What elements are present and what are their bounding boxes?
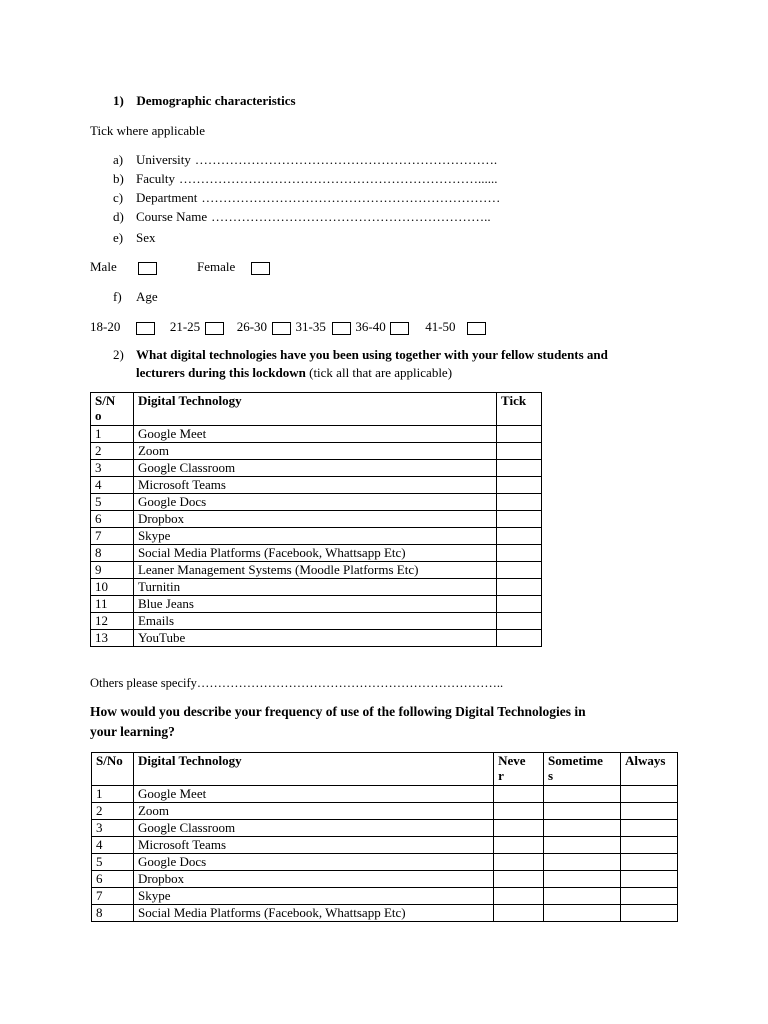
digital-technologies-table: [90, 392, 542, 647]
row-never-cell[interactable]: [494, 786, 544, 803]
table-row: [92, 820, 678, 837]
row-technology: Google Docs: [133, 854, 493, 871]
section3-question-line2: your learning?: [90, 724, 175, 739]
row-never-cell[interactable]: [494, 888, 544, 905]
demographic-item: [113, 230, 156, 246]
age-18-20-checkbox[interactable]: [136, 322, 155, 335]
section2-question-normal: (tick all that are applicable): [305, 365, 453, 380]
female-checkbox[interactable]: [251, 262, 270, 275]
table1-header-sno: [91, 393, 134, 426]
row-number: 4: [91, 477, 134, 494]
age-item: [113, 289, 158, 305]
age-41-50-checkbox[interactable]: [467, 322, 486, 335]
item-label: [136, 209, 491, 225]
item-letter: e): [113, 230, 124, 245]
item-letter: c): [113, 190, 124, 205]
section1-number: 1): [113, 93, 124, 108]
row-number: 13: [91, 630, 134, 647]
row-never-cell[interactable]: [494, 820, 544, 837]
table-row: [91, 562, 542, 579]
row-tick-cell[interactable]: [497, 426, 542, 443]
age-options: [90, 319, 486, 335]
table2-header-sno: S/No: [92, 753, 134, 786]
row-always-cell[interactable]: [620, 871, 677, 888]
row-always-cell[interactable]: [620, 786, 677, 803]
age-letter: f): [113, 289, 122, 304]
male-label: Male: [90, 259, 117, 274]
table-row: [92, 871, 678, 888]
row-tick-cell[interactable]: [497, 596, 542, 613]
row-technology: Zoom: [133, 443, 496, 460]
row-technology: Google Classroom: [133, 460, 496, 477]
section1-title: Demographic characteristics: [136, 93, 296, 108]
others-specify: Others please specify………………………………………………………………..: [90, 676, 504, 690]
demographic-item: [113, 190, 501, 206]
table-row: [91, 494, 542, 511]
age-31-35-checkbox[interactable]: [332, 322, 351, 335]
row-number: 3: [92, 820, 134, 837]
row-sometimes-cell[interactable]: [544, 888, 621, 905]
row-never-cell[interactable]: [494, 871, 544, 888]
row-tick-cell[interactable]: [497, 579, 542, 596]
section2-number: 2): [113, 347, 124, 362]
row-technology: Skype: [133, 528, 496, 545]
row-technology: Google Meet: [133, 786, 493, 803]
row-technology: Zoom: [133, 803, 493, 820]
row-sometimes-cell[interactable]: [544, 820, 621, 837]
male-checkbox[interactable]: [138, 262, 157, 275]
age-21-25-checkbox[interactable]: [205, 322, 224, 335]
row-technology: YouTube: [133, 630, 496, 647]
row-sometimes-cell[interactable]: [544, 786, 621, 803]
row-tick-cell[interactable]: [497, 477, 542, 494]
row-technology: Google Meet: [133, 426, 496, 443]
row-number: 6: [91, 511, 134, 528]
row-sometimes-cell[interactable]: [544, 837, 621, 854]
demographic-item: [113, 171, 498, 187]
row-number: 2: [91, 443, 134, 460]
item-label-text: Course Name: [136, 209, 208, 224]
table2-header-never-text: Neve r: [498, 753, 526, 783]
row-number: 1: [92, 786, 134, 803]
demographic-item: [113, 209, 491, 225]
demographic-item: [113, 152, 498, 168]
row-tick-cell[interactable]: [497, 613, 542, 630]
table-row: [92, 905, 678, 922]
row-technology: Emails: [133, 613, 496, 630]
sex-option-male[interactable]: [90, 259, 157, 275]
row-technology: Turnitin: [133, 579, 496, 596]
item-letter: b): [113, 171, 124, 186]
section2-question-line2: [136, 365, 452, 381]
item-label-text: University: [136, 152, 191, 167]
row-tick-cell[interactable]: [497, 545, 542, 562]
row-always-cell[interactable]: [620, 803, 677, 820]
item-fill-dots[interactable]: ……………………………………………………………......: [179, 171, 498, 186]
item-label: [136, 190, 500, 206]
item-fill-dots[interactable]: ………………………………………………………..: [211, 209, 491, 224]
row-number: 5: [91, 494, 134, 511]
row-tick-cell[interactable]: [497, 443, 542, 460]
age-label: Age: [136, 289, 158, 304]
row-number: 12: [91, 613, 134, 630]
table-row: [91, 511, 542, 528]
age-36-40-checkbox[interactable]: [390, 322, 409, 335]
table1-header-row: [91, 393, 542, 426]
table1-header-technology: Digital Technology: [133, 393, 496, 426]
row-always-cell[interactable]: [620, 905, 677, 922]
item-letter: a): [113, 152, 124, 167]
table-row: [92, 837, 678, 854]
row-tick-cell[interactable]: [497, 511, 542, 528]
row-number: 6: [92, 871, 134, 888]
table-row: [91, 579, 542, 596]
row-number: 7: [92, 888, 134, 905]
item-label: [136, 152, 497, 168]
table1-body: [91, 426, 542, 647]
table-row: [91, 596, 542, 613]
row-sometimes-cell[interactable]: [544, 854, 621, 871]
row-technology: Microsoft Teams: [133, 477, 496, 494]
table-row: [91, 630, 542, 647]
age-option-36-40: 36-40: [355, 319, 386, 334]
table-row: [91, 477, 542, 494]
table2-header-technology: Digital Technology: [133, 753, 493, 786]
section1-heading: [113, 93, 296, 109]
row-always-cell[interactable]: [620, 854, 677, 871]
table-row: [91, 545, 542, 562]
sex-option-female[interactable]: [197, 259, 270, 275]
table-row: [92, 786, 678, 803]
row-tick-cell[interactable]: [497, 494, 542, 511]
row-technology: Leaner Management Systems (Moodle Platforms Etc): [133, 562, 496, 579]
item-label: [136, 171, 498, 187]
table2-header-row: [92, 753, 678, 786]
table-row: [91, 528, 542, 545]
tick-instruction: Tick where applicable: [90, 123, 206, 138]
row-never-cell[interactable]: [494, 905, 544, 922]
item-label-text: Department: [136, 190, 198, 205]
table-row: [92, 803, 678, 820]
age-option-41-50: 41-50: [425, 319, 456, 334]
table1-header-sno-text: S/N o: [95, 393, 116, 423]
row-technology: Social Media Platforms (Facebook, Whattsapp Etc): [133, 545, 496, 562]
row-number: 8: [91, 545, 134, 562]
row-technology: Social Media Platforms (Facebook, Whattsapp Etc): [133, 905, 493, 922]
age-option-31-35: 31-35: [295, 319, 326, 334]
row-number: 2: [92, 803, 134, 820]
row-tick-cell[interactable]: [497, 562, 542, 579]
item-label-text: Sex: [136, 230, 156, 245]
row-technology: Skype: [133, 888, 493, 905]
row-number: 7: [91, 528, 134, 545]
row-never-cell[interactable]: [494, 837, 544, 854]
row-number: 9: [91, 562, 134, 579]
row-number: 8: [92, 905, 134, 922]
row-number: 5: [92, 854, 134, 871]
table2-header-sometimes-text: Sometime s: [548, 753, 603, 783]
item-label: [136, 230, 160, 246]
table-row: [91, 426, 542, 443]
section2-question-bold: lecturers during this lockdown: [136, 365, 306, 380]
row-sometimes-cell[interactable]: [544, 803, 621, 820]
row-technology: Google Docs: [133, 494, 496, 511]
row-number: 3: [91, 460, 134, 477]
row-always-cell[interactable]: [620, 820, 677, 837]
row-never-cell[interactable]: [494, 854, 544, 871]
row-technology: Dropbox: [133, 511, 496, 528]
item-label-text: Faculty: [136, 171, 175, 186]
age-option-26-30: 26-30: [236, 319, 268, 334]
age-26-30-checkbox[interactable]: [272, 322, 291, 335]
row-technology: Google Classroom: [133, 820, 493, 837]
table2-header-never: [494, 753, 544, 786]
row-sometimes-cell[interactable]: [544, 905, 621, 922]
row-technology: Microsoft Teams: [133, 837, 493, 854]
age-option-21-25: 21-25: [169, 319, 201, 334]
table1-header-tick: Tick: [497, 393, 542, 426]
table-row: [91, 460, 542, 477]
table2-header-sometimes: [544, 753, 621, 786]
row-always-cell[interactable]: [620, 888, 677, 905]
table-row: [92, 888, 678, 905]
table-row: [92, 854, 678, 871]
item-fill-dots[interactable]: …………………………………………………………….: [194, 152, 498, 167]
row-tick-cell[interactable]: [497, 630, 542, 647]
table2-header-always: Always: [620, 753, 677, 786]
frequency-of-use-table: [91, 752, 678, 922]
female-label: Female: [197, 259, 236, 274]
row-tick-cell[interactable]: [497, 528, 542, 545]
table-row: [91, 443, 542, 460]
row-number: 1: [91, 426, 134, 443]
item-fill-dots[interactable]: ……………………………………………………………: [201, 190, 501, 205]
row-technology: Blue Jeans: [133, 596, 496, 613]
row-always-cell[interactable]: [620, 837, 677, 854]
section3-question-line1: How would you describe your frequency of use of the following Digital Technologies in: [90, 704, 586, 719]
row-tick-cell[interactable]: [497, 460, 542, 477]
item-letter: d): [113, 209, 124, 224]
section2-question-line1: What digital technologies have you been using together with your fellow students and: [136, 347, 608, 362]
table2-body: [92, 786, 678, 922]
row-technology: Dropbox: [133, 871, 493, 888]
row-number: 10: [91, 579, 134, 596]
row-sometimes-cell[interactable]: [544, 871, 621, 888]
row-never-cell[interactable]: [494, 803, 544, 820]
table-row: [91, 613, 542, 630]
row-number: 4: [92, 837, 134, 854]
age-option-18-20: 18-20: [90, 319, 121, 334]
row-number: 11: [91, 596, 134, 613]
